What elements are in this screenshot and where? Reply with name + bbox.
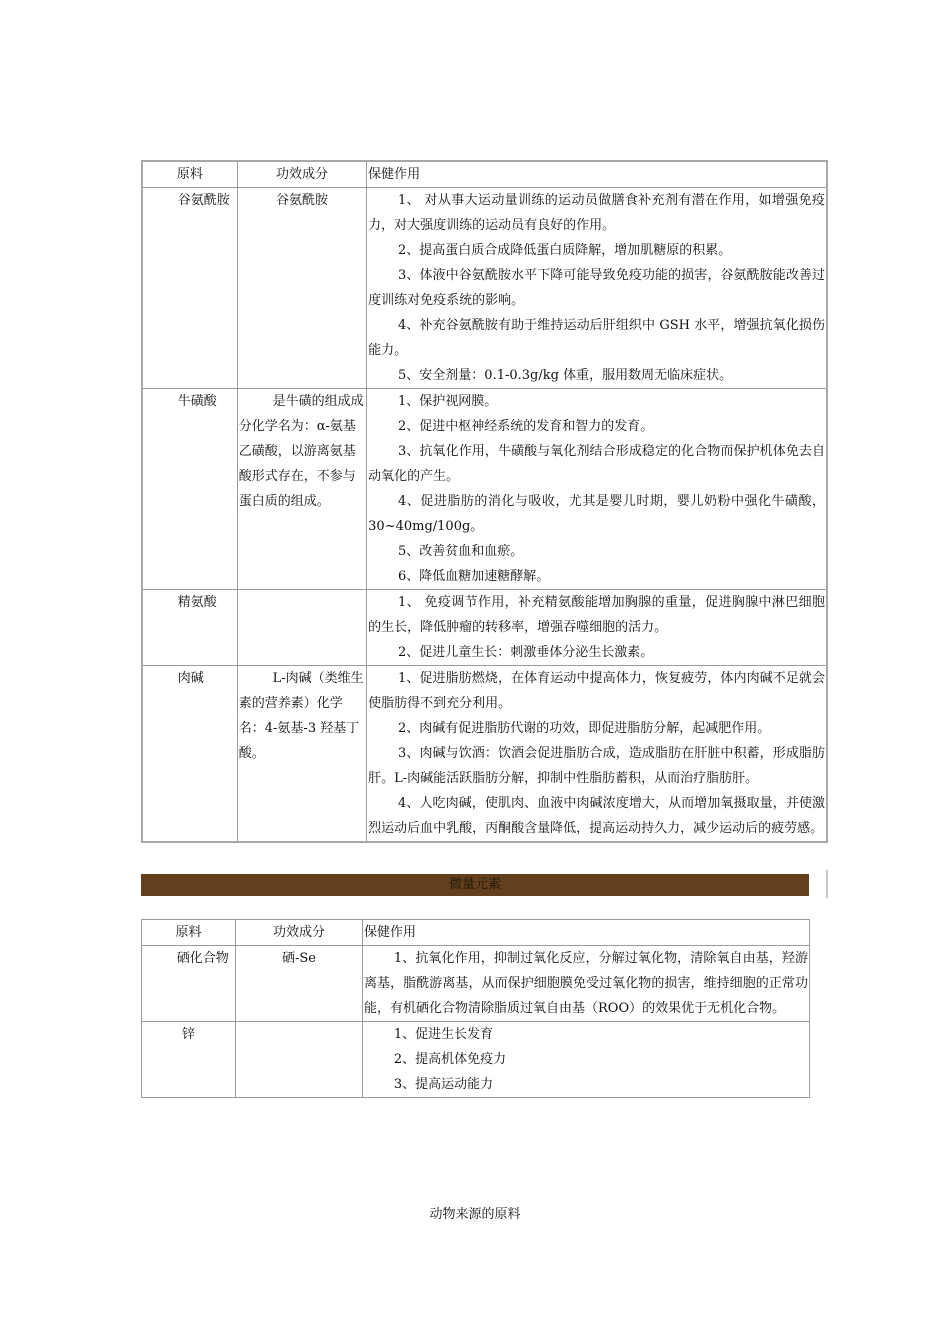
effect-item: 3、肉碱与饮酒：饮酒会促进脂肪合成，造成脂肪在肝脏中积蓄，形成脂肪肝。L-肉碱能活跃脂肪分解，抑制中性脂肪蓄积，从而治疗脂肪肝。 [368, 746, 825, 786]
effect-item: 2、肉碱有促进脂肪代谢的功效，即促进脂肪分解，起减肥作用。 [398, 721, 771, 736]
material-cell: 谷氨酰胺 [142, 188, 237, 389]
table-row [142, 1022, 810, 1098]
header-component: 功效成分 [237, 161, 366, 188]
effect-item: 1、 免疫调节作用，补充精氨酸能增加胸腺的重量，促进胸腺中淋巴细胞的生长，降低肿瘤的转移率，增强吞噬细胞的活力。 [368, 595, 825, 635]
table-header-row [142, 161, 827, 188]
ingredients-table-amino [141, 160, 828, 843]
table-header-row [142, 920, 810, 946]
effect-cell [367, 188, 827, 389]
effect-item: 3、体液中谷氨酰胺水平下降可能导致免疫功能的损害，谷氨酰胺能改善过度训练对免疫系统的影响。 [368, 268, 825, 308]
banner-edge-divider [826, 870, 828, 898]
effect-item: 5、改善贫血和血瘀。 [398, 544, 524, 559]
header-component: 功效成分 [236, 920, 363, 946]
effect-item: 4、补充谷氨酰胺有助于维持运动后肝组织中 GSH 水平，增强抗氧化损伤能力。 [368, 318, 825, 358]
material-cell: 锌 [142, 1022, 236, 1098]
effect-item: 2、促进中枢神经系统的发育和智力的发育。 [398, 419, 654, 434]
material-cell: 精氨酸 [142, 590, 237, 666]
effect-item: 4、人吃肉碱，使肌肉、血液中肉碱浓度增大，从而增加氧摄取量，并使激烈运动后血中乳酸，丙酮酸含量降低，提高运动持久力，减少运动后的疲劳感。 [368, 796, 825, 836]
effect-cell [363, 1022, 810, 1098]
header-material: 原料 [142, 161, 237, 188]
component-cell: L-肉碱（类维生素的营养素）化学名：4-氨基-3 羟基丁酸。 [237, 666, 366, 843]
effect-item: 1、抗氧化作用，抑制过氧化反应，分解过氧化物，清除氧自由基，羟游离基，脂酰游离基，从而保护细胞膜免受过氧化物的损害，维持细胞的正常功能，有机硒化合物清除脂质过氧自由基（ROO）的效果优于无机化合物。 [364, 951, 808, 1016]
effect-item: 1、促进生长发育 [393, 1027, 494, 1042]
ingredients-table-trace-elements [141, 919, 810, 1098]
component-cell [237, 590, 366, 666]
table-row [142, 590, 827, 666]
effect-item: 6、降低血糖加速糖酵解。 [398, 569, 550, 584]
effect-cell [367, 590, 827, 666]
material-cell: 肉碱 [142, 666, 237, 843]
component-cell [236, 1022, 363, 1098]
section-title-animal-sources: 动物来源的原料 [429, 1207, 521, 1222]
component-cell: 谷氨酰胺 [237, 188, 366, 389]
effect-item: 1、 对从事大运动量训练的运动员做膳食补充剂有潜在作用，如增强免疫力，对大强度训练的运动员有良好的作用。 [368, 193, 825, 233]
material-cell: 牛磺酸 [142, 389, 237, 590]
table-row [142, 389, 827, 590]
header-material: 原料 [142, 920, 236, 946]
table-row [142, 946, 810, 1022]
effect-item: 3、抗氧化作用，牛磺酸与氧化剂结合形成稳定的化合物而保护机体免去自动氧化的产生。 [368, 444, 825, 484]
effect-item: 2、提高机体免疫力 [393, 1052, 507, 1067]
effect-cell [367, 666, 827, 843]
component-cell: 是牛磺的组成成分化学名为：α-氨基乙磺酸，以游离氨基酸形式存在，不参与蛋白质的组成。 [237, 389, 366, 590]
section-banner-trace-elements: 微量元素 [141, 874, 809, 896]
effect-item: 2、提高蛋白质合成降低蛋白质降解，增加肌糖原的积累。 [398, 243, 732, 258]
effect-item: 2、促进儿童生长：刺激垂体分泌生长激素。 [398, 645, 654, 660]
table-row [142, 666, 827, 843]
effect-item: 1、保护视网膜。 [398, 394, 498, 409]
effect-cell [363, 946, 810, 1022]
material-cell: 硒化合物 [142, 946, 236, 1022]
effect-item: 1、促进脂肪燃烧，在体育运动中提高体力，恢复疲劳，体内肉碱不足就会使脂肪得不到充分利用。 [368, 671, 825, 711]
component-cell: 硒-Se [236, 946, 363, 1022]
effect-cell [367, 389, 827, 590]
effect-item: 4、促进脂肪的消化与吸收，尤其是婴儿时期，婴儿奶粉中强化牛磺酸，30~40mg/100g。 [368, 494, 825, 534]
table-row [142, 188, 827, 389]
effect-item: 3、提高运动能力 [393, 1077, 494, 1092]
effect-item: 5、安全剂量：0.1-0.3g/kg 体重，服用数周无临床症状。 [398, 368, 733, 383]
header-effect: 保健作用 [363, 920, 810, 946]
header-effect: 保健作用 [367, 161, 827, 188]
